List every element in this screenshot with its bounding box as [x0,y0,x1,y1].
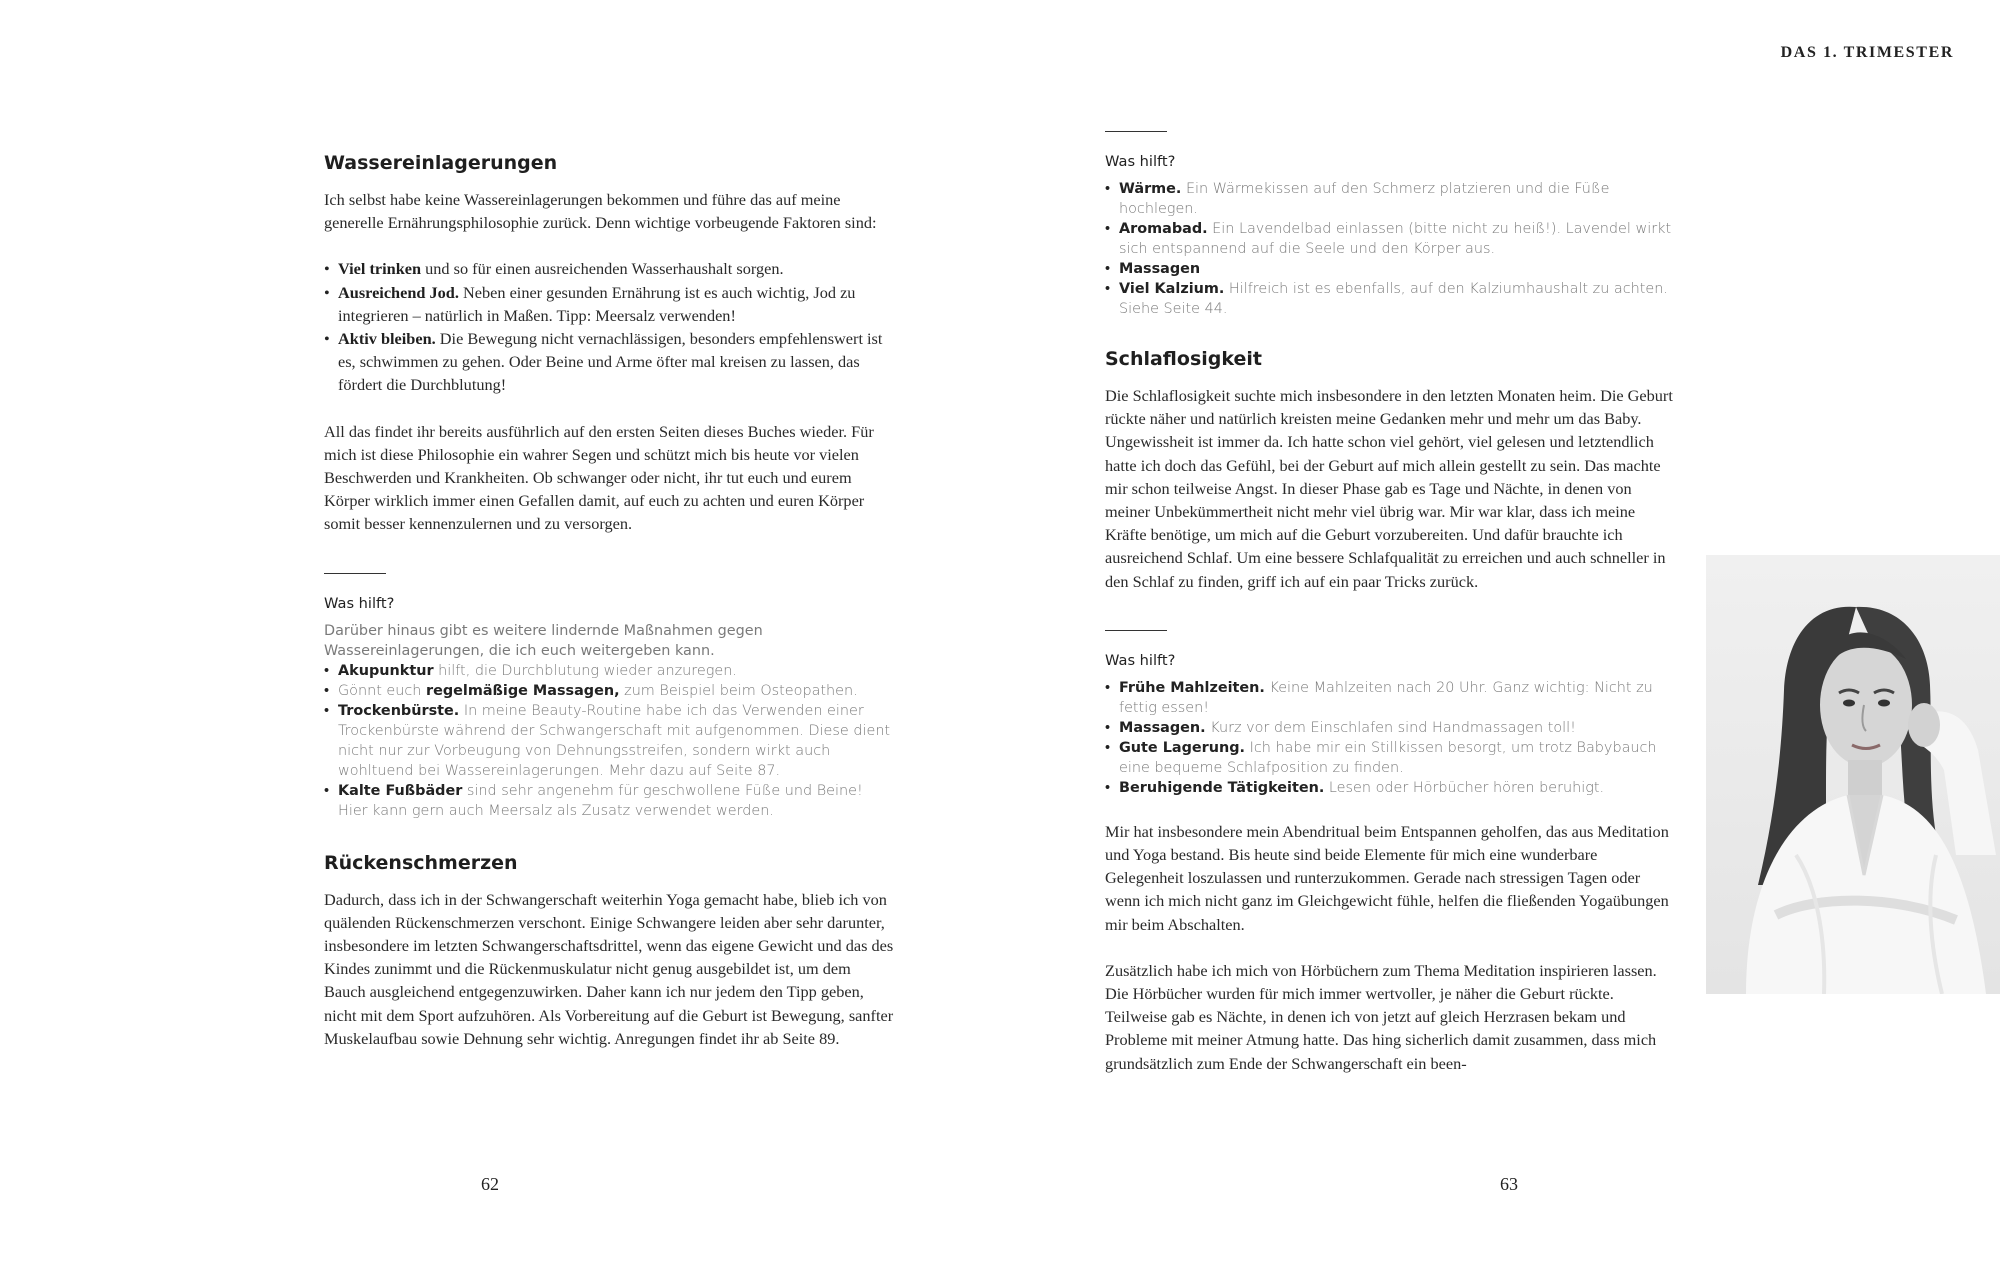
divider-rule [1105,630,1167,631]
list-item: • Beruhigende Tätigkeiten. Lesen oder Hörbücher hören beruhigt. [1105,778,1675,798]
portrait-illustration [1706,555,2000,994]
heading-schlaflosigkeit: Schlaflosigkeit [1105,348,1262,370]
schlaflosigkeit-body: Die Schlaflosigkeit suchte mich insbesondere in den letzten Monaten heim. Die Geburt rückte näher und natürlich kreisten meine Gedanken mehr und mehr um das Baby. Ungewissheit ist immer da. Ich hatte schon viel gehört, viel gelesen und letztendlich hatte ich doch das Gefühl, bei der Geburt auf mich allein gestellt zu sein. Das machte mir schon teilweise Angst. In dieser Phase gab es Tage und Nächte, in denen von meiner Unbekümmertheit nicht mehr viel übrig war. Mir war klar, dass ich meine Kräfte benötige, um mich auf die Geburt vorzubereiten. Und dafür brauchte ich ausreichend Schlaf. Um eine bessere Schlafqualität zu erreichen und auch schneller in den Schlaf zu finden, griff ich auf ein paar Tricks zurück. [1105,386,1673,591]
list-item: • Massagen [1105,259,1675,279]
divider-rule [324,573,386,574]
list-item: • Aromabad. Ein Lavendelbad einlassen (bitte nicht zu heiß!). Lavendel wirkt sich entspannend auf die Seele und den Körper aus. [1105,219,1675,259]
list-item: • Gute Lagerung. Ich habe mir ein Stillkissen besorgt, um trotz Babybauch eine bequeme Schlafposition zu finden. [1105,738,1675,778]
rueckenschmerzen-body: Dadurch, dass ich in der Schwangerschaft weiterhin Yoga gemacht habe, blieb ich von quälenden Rückenschmerzen verschont. Einige Schwangere leiden aber sehr darunter, insbesondere im letzten Schwangerschaftsdrittel, wenn das eigene Gewicht und das des Kindes zunimmt und die Rückenmuskulatur nicht genug ausgebildet ist, um dem Bauch ausgleichend entgegenzuwirken. Daher kann ich nur jedem den Tipp geben, nicht mit dem Sport aufzuhören. Als Vorbereitung auf die Geburt ist Bewegung, sanfter Muskelaufbau sowie Dehnung sehr wichtig. Anregungen findet ihr ab Seite 89. [324,889,894,1048]
page-number-right: 63 [1500,1174,1518,1194]
abendritual-paragraph: Mir hat insbesondere mein Abendritual beim Entspannen geholfen, das aus Meditation und Yoga bestand. Bis heute sind beide Elemente für mich eine wunderbare Gelegenheit loszulassen und runterzukommen. Gerade nach stressigen Tagen oder wenn ich mich nicht ganz im Gleichgewicht fühle, helfen die fließenden Yogaübungen mir beim Abschalten. [1105,821,1669,934]
page-number-left: 62 [481,1174,499,1194]
list-item: • Trockenbürste. In meine Beauty-Routine habe ich das Verwenden einer Trockenbürste während der Schwangerschaft mit aufgenommen. Diese dient nicht nur zur Vorbeugung von Dehnungsstreifen, sondern wirkt auch wohltuend bei Wassereinlagerungen. Mehr dazu auf Seite 87. [324,701,894,781]
running-head: DAS 1. TRIMESTER [1780,44,1954,61]
portrait-photo [1706,555,2000,994]
list-item: • Viel trinken und so für einen ausreichenden Wasserhaushalt sorgen. [324,257,894,280]
list-item: • Massagen. Kurz vor dem Einschlafen sind Handmassagen toll! [1105,718,1675,738]
heading-rueckenschmerzen: Rückenschmerzen [324,851,518,874]
right-page-column [1105,131,1675,1075]
heading-wassereinlagerungen: Wassereinlagerungen [324,152,558,174]
was-hilft-list [324,661,894,821]
was-hilft-list [1105,678,1675,798]
was-hilft-label: Was hilft? [324,594,395,612]
divider-rule [1105,131,1167,132]
list-item: • Aktiv bleiben. Die Bewegung nicht vernachlässigen, besonders empfehlenswert ist es, schwimmen zu gehen. Oder Beine und Arme öfter mal kreisen zu lassen, das fördert die Durchblutung! [324,327,894,397]
list-item: • Kalte Fußbäder sind sehr angenehm für geschwollene Füße und Beine! Hier kann gern auch Meersalz als Zusatz verwendet werden. [324,781,894,821]
was-hilft-intro: Darüber hinaus gibt es weitere lindernde Maßnahmen gegen Wassereinlagerungen, die ich euch weitergeben kann. [324,622,763,659]
was-hilft-label: Was hilft? [1105,153,1176,170]
list-item: • Wärme. Ein Wärmekissen auf den Schmerz platzieren und die Füße hochlegen. [1105,179,1675,219]
left-page-column [324,151,894,1050]
prevention-list [324,257,894,396]
was-hilft-list [1105,179,1675,319]
hoerbuecher-paragraph: Zusätzlich habe ich mich von Hörbüchern zum Thema Meditation inspirieren lassen. Die Hörbücher wurden für mich immer wertvoller, je näher die Geburt rückte. Teilweise gab es Nächte, in denen ich von jetzt auf gleich Herzrasen bekam und Probleme mit meiner Atmung hatte. Das hing sicherlich damit zusammen, dass mich grundsätzlich zum Ende der Schwangerschaft ein been- [1105,960,1657,1073]
was-hilft-label: Was hilft? [1105,651,1176,669]
list-item: • Gönnt euch regelmäßige Massagen, zum Beispiel beim Osteopathen. [324,681,894,701]
wassereinlagerungen-intro: Ich selbst habe keine Wassereinlagerungen bekommen und führe das auf meine generelle Ernährungsphilosophie zurück. Denn wichtige vorbeugende Faktoren sind: [324,190,877,233]
list-item: • Viel Kalzium. Hilfreich ist es ebenfalls, auf den Kalziumhaushalt zu achten. Siehe Seite 44. [1105,279,1675,319]
list-item: • Akupunktur hilft, die Durchblutung wieder anzuregen. [324,661,894,681]
list-item: • Ausreichend Jod. Neben einer gesunden Ernährung ist es auch wichtig, Jod zu integrieren – natürlich in Maßen. Tipp: Meersalz verwenden! [324,281,894,327]
wassereinlagerungen-closing: All das findet ihr bereits ausführlich auf den ersten Seiten dieses Buches wieder. Für mich ist diese Philosophie ein wahrer Segen und schützt mich bis heute vor vielen Beschwerden und Krankheiten. Ob schwanger oder nicht, ihr tut euch und eurem Körper wirklich immer einen Gefallen damit, auf euch zu achten und euren Körper somit besser kennenzulernen und zu versorgen. [324,421,874,534]
list-item: • Frühe Mahlzeiten. Keine Mahlzeiten nach 20 Uhr. Ganz wichtig: Nicht zu fettig essen! [1105,678,1675,718]
